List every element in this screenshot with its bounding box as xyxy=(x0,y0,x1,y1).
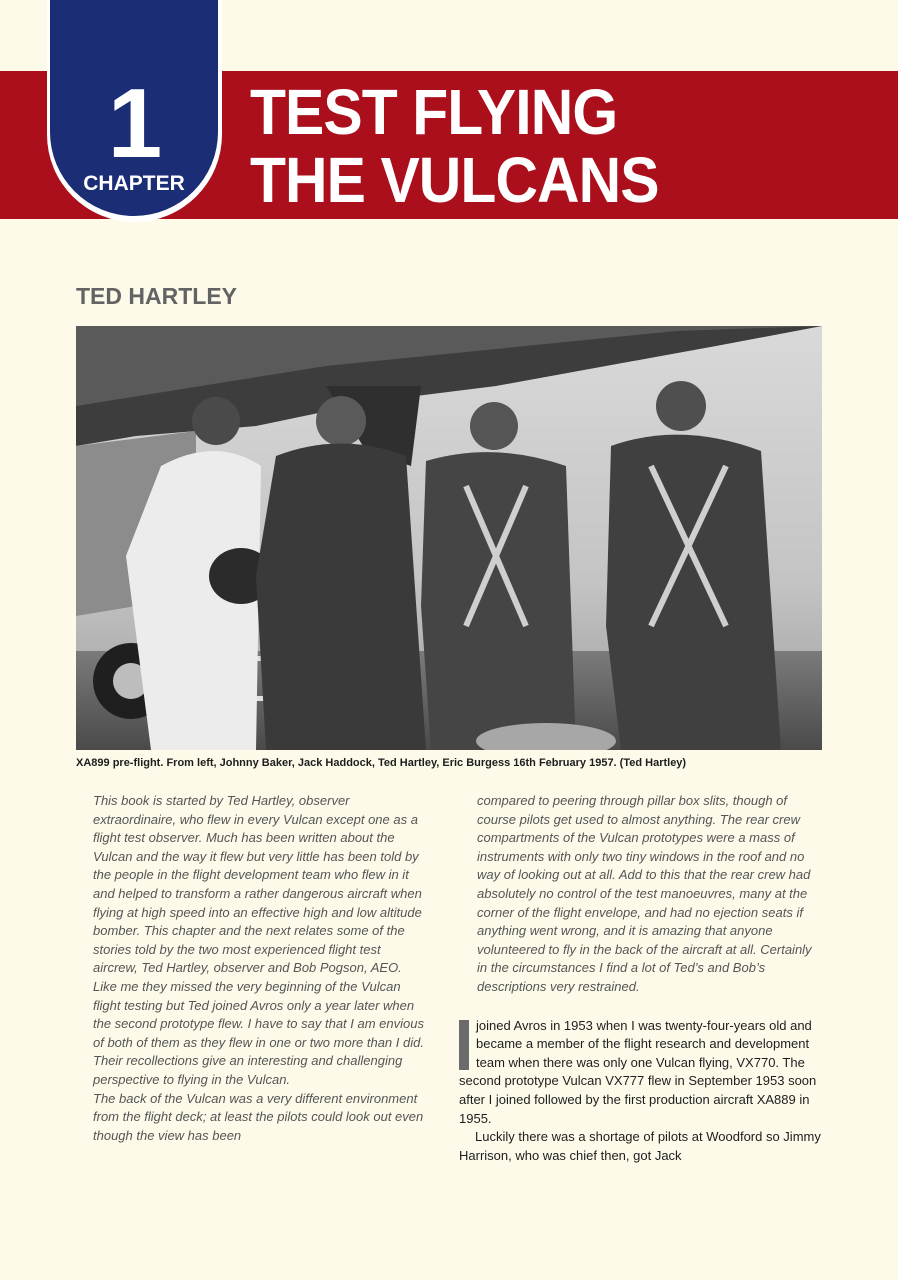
author-heading: TED HARTLEY xyxy=(76,283,237,309)
chapter-label: CHAPTER xyxy=(83,172,185,195)
crew-photo xyxy=(76,326,822,750)
chapter-title xyxy=(250,78,820,214)
photo-caption: XA899 pre-flight. From left, Johnny Baker, Jack Haddock, Ted Hartley, Eric Burgess 16th February 1957. (Ted Hartley) xyxy=(76,757,687,769)
chapter-tab xyxy=(50,0,218,216)
body-text xyxy=(459,1017,824,1166)
chapter-number: 1 xyxy=(107,68,161,178)
intro-column-left xyxy=(93,792,428,1145)
column-right xyxy=(459,792,824,1165)
intro-paragraph-2-continued: compared to peering through pillar box slits, though of course pilots get used to almost anything. The rear crew compartments of the Vulcan prototypes were a mass of instruments with only two tiny windows in the roof and no way of looking out at all. Add to this that the rear crew had absolutely no control of the test manoeuvres, many at the corner of the flight envelope, and had no ejection seats if anything went wrong, and it is amazing that anyone volunteered to fly in the back of the aircraft at all. Certainly in the circumstances I find a lot of Ted’s and Bob’s descriptions very restrained. xyxy=(477,793,812,994)
intro-paragraph-2: The back of the Vulcan was a very different environment from the flight deck; at least the pilots could look out even though the view has been xyxy=(93,1090,424,1143)
drop-cap-i xyxy=(459,1020,469,1070)
chapter-title-line-2: THE VULCANS xyxy=(250,144,659,216)
body-paragraph-2: Luckily there was a shortage of pilots at Woodford so Jimmy Harrison, who was chief then, got Jack xyxy=(459,1129,821,1163)
body-paragraph-1: joined Avros in 1953 when I was twenty-four-years old and became a member of the flight research and development team when there was only one Vulcan flying, VX770. The second prototype Vulcan VX777 flew in September 1953 soon after I joined followed by the first production aircraft XA889 in 1955. xyxy=(459,1017,817,1126)
chapter-title-line-1: TEST FLYING xyxy=(250,76,618,148)
intro-paragraph-1: This book is started by Ted Hartley, observer extraordinaire, who flew in every Vulcan except one as a flight test observer. Much has been written about the Vulcan and the way it flew but very little has been told by the people in the flight development team who flew in it and helped to transform a rather dangerous aircraft when flying at high speed into an effective high and low altitude bomber. This chapter and the next relates some of the stories told by the two most experienced flight test aircrew, Ted Hartley, observer and Bob Pogson, AEO. Like me they missed the very beginning of the Vulcan flight testing but Ted joined Avros only a year later when the second prototype flew. I have to say that I am envious of both of them as they flew in one or two more than I did. Their recollections give an interesting and challenging perspective to flying in the Vulcan. xyxy=(93,793,424,1087)
crew-photo-image xyxy=(76,326,822,750)
